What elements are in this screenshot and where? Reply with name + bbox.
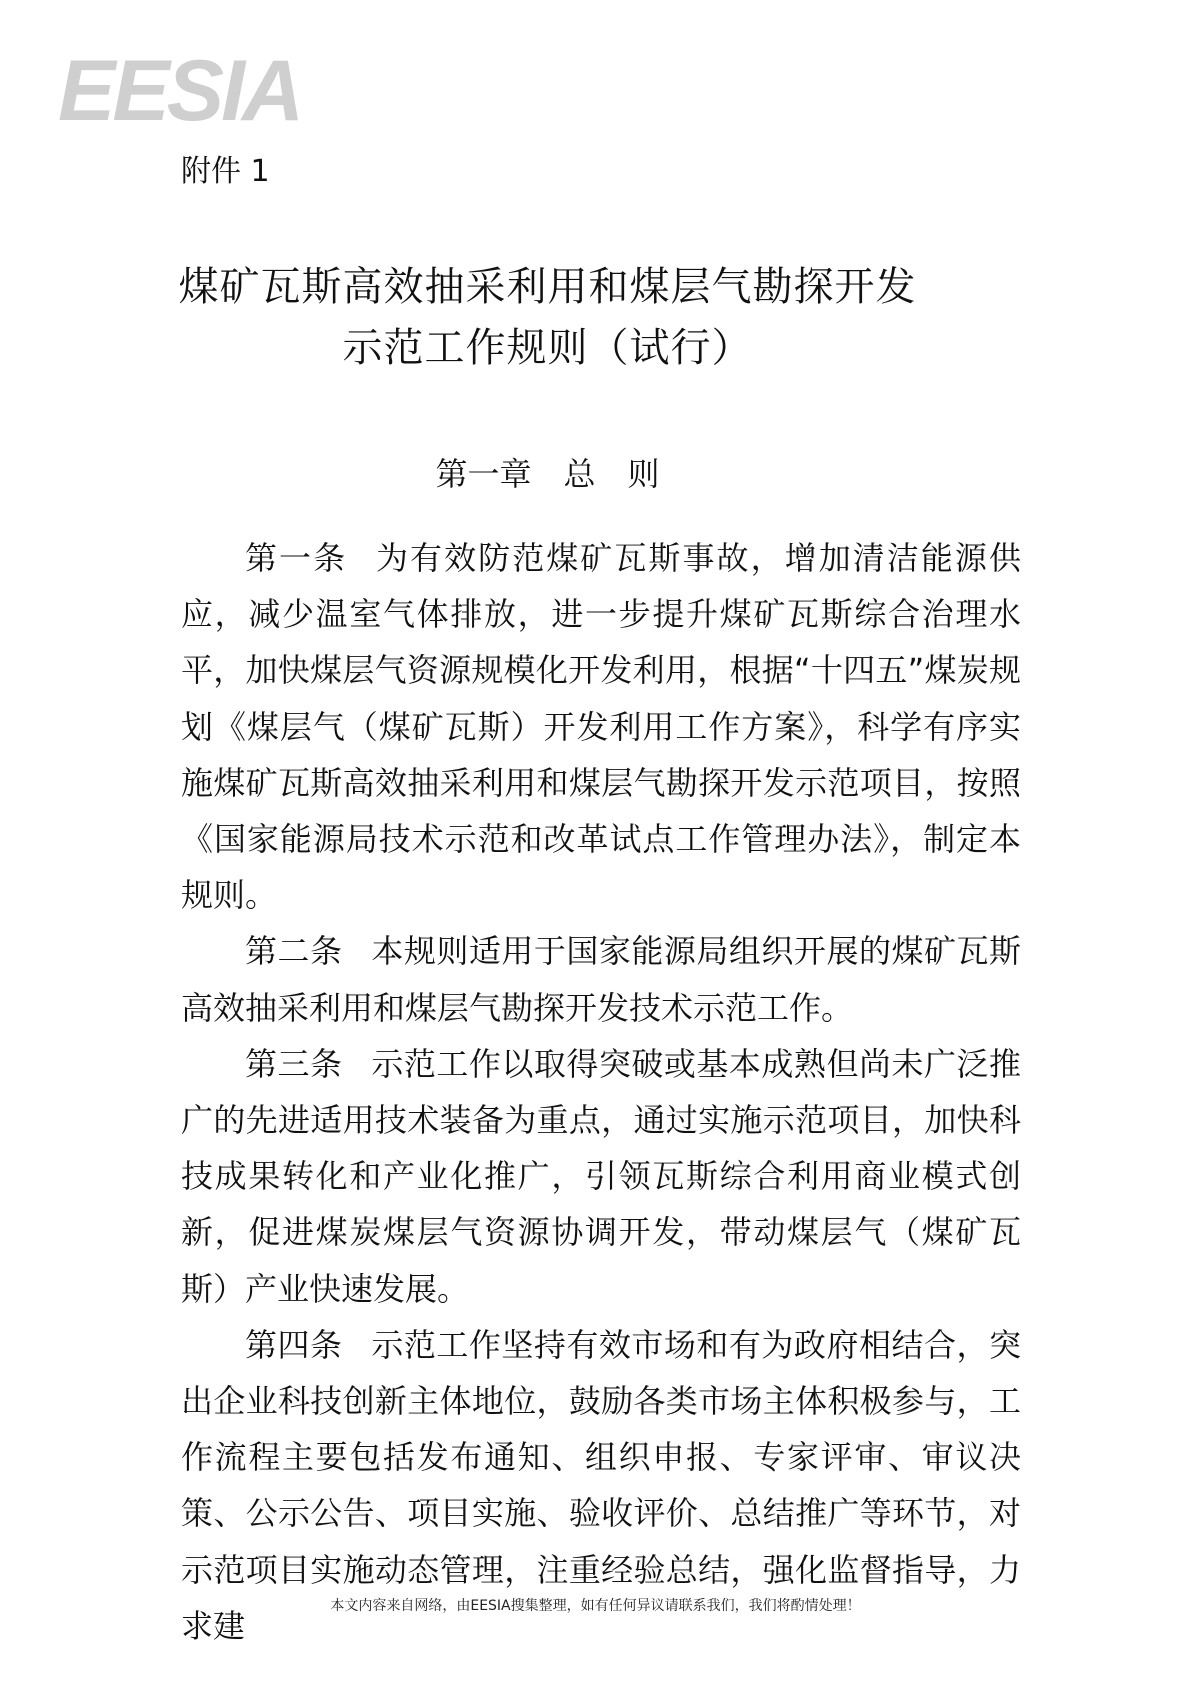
article-number: 第一条 <box>245 539 348 577</box>
article-2 <box>181 923 1021 1035</box>
article-1 <box>181 530 1021 923</box>
document-title-line-1: 煤矿瓦斯高效抽采利用和煤层气勘探开发 <box>178 264 917 310</box>
article-number: 第三条 <box>245 1044 343 1083</box>
document-body <box>181 530 1021 1654</box>
article-text: 为有效防范煤矿瓦斯事故，增加清洁能源供应，减少温室气体排放，进一步提升煤矿瓦斯综合治理水平，加快煤层气资源规模化开发利用，根据“十四五”煤炭规划《煤层气（煤矿瓦斯）开发利用工作方案》，科学有序实施煤矿瓦斯高效抽采利用和煤层气勘探开发示范项目，按照《国家能源局技术示范和改革试点工作管理办法》，制定本规则。 <box>181 539 1021 915</box>
document-title-line-2: 示范工作规则（试行） <box>342 325 753 371</box>
attachment-label: 附件 1 <box>181 154 270 189</box>
article-text: 本规则适用于国家能源局组织开展的煤矿瓦斯高效抽采利用和煤层气勘探开发技术示范工作。 <box>181 932 1021 1027</box>
article-number: 第四条 <box>245 1325 343 1364</box>
footer-disclaimer: 本文内容来自网络，由EESIA搜集整理，如有任何异议请联系我们，我们将酌情处理！ <box>330 1598 861 1614</box>
article-3 <box>181 1036 1021 1317</box>
article-number: 第二条 <box>245 932 343 971</box>
article-text: 示范工作坚持有效市场和有为政府相结合，突出企业科技创新主体地位，鼓励各类市场主体积极参与，工作流程主要包括发布通知、组织申报、专家评审、审议决策、公示公告、项目实施、验收评价、总结推广等环节，对示范项目实施动态管理，注重经验总结，强化监督指导，力求建 <box>181 1325 1021 1645</box>
chapter-heading: 第一章 总 则 <box>435 455 660 493</box>
eesia-logo: EESIA <box>58 43 302 139</box>
article-text: 示范工作以取得突破或基本成熟但尚未广泛推广的先进适用技术装备为重点，通过实施示范项目，加快科技成果转化和产业化推广，引领瓦斯综合利用商业模式创新，促进煤炭煤层气资源协调开发，带动煤层气（煤矿瓦斯）产业快速发展。 <box>181 1044 1021 1308</box>
